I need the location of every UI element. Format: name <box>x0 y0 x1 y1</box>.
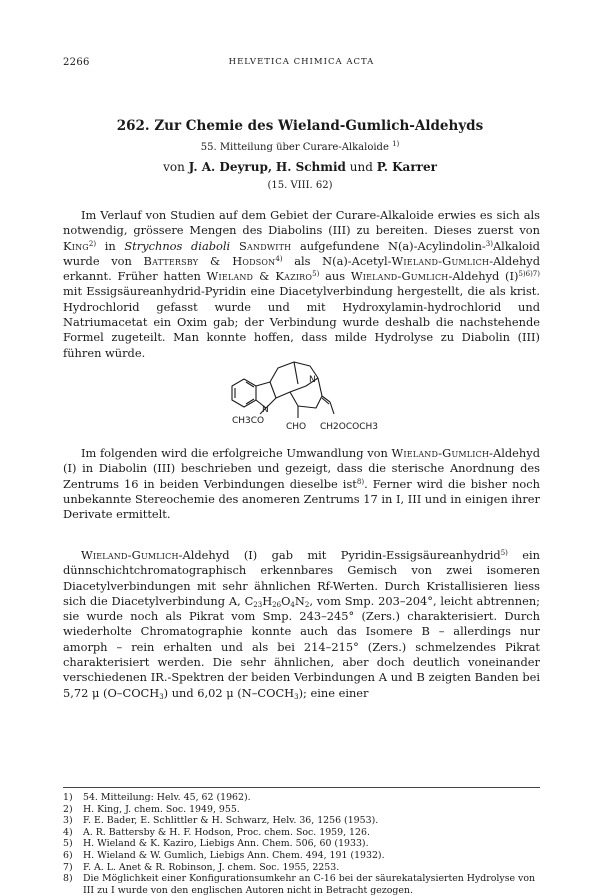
author-name-sandwith: Sandwith <box>230 238 292 253</box>
para2-text-3: . Ferner wird die bisher noch unbekannte Stereochemie des anomeren Zentrums 17 in I, III und in einigen ihrer Derivate ermittelt. <box>63 476 541 522</box>
para1-text-4: Alkaloid wurde von <box>63 238 540 268</box>
formula-o: O <box>281 593 291 608</box>
footnote <box>63 792 540 804</box>
author-name-battersby: Battersby & Hodson <box>143 253 276 268</box>
footnote-ref-8: 8) <box>356 477 365 486</box>
compound-name-wieland-gumlich: Wieland-Gumlich <box>391 253 490 268</box>
footnote-text: H. King, J. chem. Soc. 1949, 955. <box>83 803 240 815</box>
para1-text-3: aufgefundene N(a)-Acylindolin- <box>291 238 486 253</box>
para3-text-1: -Aldehyd (I) gab mit Pyridin-Essigsäureanhydrid <box>178 548 501 562</box>
footnote-separator <box>63 787 540 788</box>
authors-and: und <box>349 160 373 174</box>
footnote-mark: 1) <box>63 792 73 803</box>
paragraph-1 <box>63 208 540 361</box>
footnote-mark: 2) <box>63 803 73 815</box>
footnote-mark: 6) <box>63 849 73 861</box>
formula-h-count: 26 <box>272 600 282 609</box>
structure-drawing <box>210 356 400 440</box>
footnote-mark: 4) <box>63 826 73 838</box>
author-karrer: P. Karrer <box>376 160 437 174</box>
footnote-text: A. R. Battersby & H. F. Hodson, Proc. chem. Soc. 1959, 126. <box>83 826 370 838</box>
paragraph-2 <box>63 446 540 522</box>
subtitle-footnote-ref: 1) <box>392 140 400 148</box>
species-name: Strychnos diaboli <box>124 238 231 253</box>
footnote <box>63 838 540 850</box>
para2-text-1: Im folgenden wird die erfolgreiche Umwandlung von <box>81 446 392 460</box>
footnote-text: F. A. L. Anet & R. Robinson, J. chem. Soc. 1955, 2253. <box>83 861 340 873</box>
benzene-ring-shape <box>232 379 256 407</box>
footnote <box>63 815 540 827</box>
para1-text-9: mit Essigsäureanhydrid-Pyridin eine Diacetylverbindung hergestellt, die als krist. Hydrochlorid gefasst wurde und mit Hydroxylamin-hydrochlorid und Natriumacetat ein Oxim gab; der Verbindung wurde deshalb die nachstehende Formel zugeteilt. Man konnte hoffen, dass milde Hydrolyse zu Diabolin (III) führen würde. <box>63 284 540 360</box>
para3-text-3: , vom Smp. 203–204°, leicht abtrennen; sie wurde noch als Pikrat vom Smp. 243–245° (Zers.) charakterisiert. Durch wiederholte Chromatographie konnte auch das Isomere B – allerdings nur amorph – rein erhalten und als bei 214–215° (Zers.) schmelzendes Pikrat charakterisiert werden. Die sehr ähnlichen, aber doch deutlich voneinander verschiedenen IR.-Spektren der beiden Verbindungen A und B zeigten Banden bei 5,72 μ (O–COCH <box>63 593 540 700</box>
article-subtitle <box>60 142 540 153</box>
para3-text-5: ); eine einer <box>298 685 369 700</box>
footnote-ref-4: 4) <box>275 254 283 263</box>
formula-n: N <box>294 593 305 608</box>
footnote <box>63 827 540 839</box>
footnote-text: 54. Mitteilung: Helv. 45, 62 (1962). <box>83 792 251 803</box>
author-name-wieland-kaziro: Wieland & Kaziro <box>206 269 313 284</box>
para3-text-4: ) und 6,02 μ (N–COCH <box>163 685 295 700</box>
formula-o-count: 4 <box>290 600 295 609</box>
subtitle-text: 55. Mitteilung über Curare-Alkaloide <box>200 142 389 153</box>
subscript-3: 3 <box>294 692 299 701</box>
footnote-text: H. Wieland & W. Gumlich, Liebigs Ann. Chem. 494, 191 (1932). <box>83 849 385 861</box>
para1-text-8: -Aldehyd (I) <box>448 269 519 284</box>
formula-n-count: 2 <box>304 600 310 609</box>
formula-h: H <box>262 593 273 608</box>
footnote-text: H. Wieland & K. Kaziro, Liebigs Ann. Chem. 506, 60 (1933). <box>83 838 369 850</box>
footnote-text: F. E. Bader, E. Schlittler & H. Schwarz, Helv. 36, 1256 (1953). <box>83 815 379 827</box>
para2-text-2: -Aldehyd (I) in Diabolin (III) beschrieben und gezeigt, dass die sterische Anordnung des Zentrums 16 in beiden Verbindungen dieselbe ist <box>63 446 540 491</box>
para1-text-1: Im Verlauf von Studien auf dem Gebiet der Curare-Alkaloide erwies es sich als notwendig, grössere Mengen des Diabolins (III) zu bereiten. Dieses zuerst von <box>63 208 540 238</box>
author-name-king: King <box>63 238 89 253</box>
journal-name: HELVETICA CHIMICA ACTA <box>228 57 375 67</box>
footnote <box>63 804 540 816</box>
acetoxymethyl-group-label: CH2OCOCH3 <box>320 422 379 432</box>
footnotes <box>63 792 540 896</box>
footnote-ref-5: 5) <box>500 549 508 557</box>
compound-name-wieland-gumlich: Wieland-Gumlich <box>350 269 449 284</box>
nitrogen-label-bottom: N <box>262 405 269 415</box>
compound-name-wieland-gumlich: Wieland-Gumlich <box>81 548 179 562</box>
footnote-ref-5: 5) <box>312 270 320 279</box>
article-title <box>60 118 540 134</box>
footnote-ref-3: 3) <box>485 239 493 248</box>
footnote-mark: 5) <box>63 838 73 850</box>
para3-text-2: ein dünnschichtchromatographisch erkennbares Gemisch von zwei isomeren Diacetylverbindungen mit sehr ähnlichen Rf-Werten. Durch Kristallisieren liess sich die Diacetylverbindung A, C <box>63 548 540 608</box>
footnote-mark: 3) <box>63 815 73 827</box>
author-line <box>60 160 540 174</box>
footnote-ref-2: 2) <box>88 239 97 248</box>
footnote-mark: 8) <box>63 873 73 885</box>
para1-text-7: aus <box>319 269 351 284</box>
paragraph-3 <box>63 548 540 701</box>
footnote-mark: 7) <box>63 861 73 873</box>
page-number: 2266 <box>63 57 90 68</box>
footnote-ref-5-6-7: 5)6)7) <box>518 270 540 279</box>
para1-text-2: in <box>96 238 125 253</box>
nitrogen-label-top: N <box>309 375 316 385</box>
acetyl-group-label: CH3CO <box>232 416 265 426</box>
article-title-text: 262. Zur Chemie des Wieland-Gumlich-Aldehyds <box>116 118 484 134</box>
compound-name-wieland-gumlich: Wieland-Gumlich <box>391 446 490 460</box>
footnote <box>63 873 540 896</box>
aldehyde-group-label: CHO <box>286 422 307 432</box>
author-schmid: H. Schmid <box>275 160 346 174</box>
para1-text-6: -Aldehyd erkannt. Früher hatten <box>63 253 541 284</box>
footnote-text: Die Möglichkeit einer Konfigurationsumkehr an C-16 bei der säurekatalysierten Hydrolyse von III zu I wurde von den englischen Autoren nicht in Betracht gezogen. <box>83 873 536 896</box>
subscript-3: 3 <box>159 692 164 701</box>
chemical-structure <box>210 356 400 440</box>
author-deyrup: J. A. Deyrup, <box>188 160 273 174</box>
authors-prefix: von <box>163 160 185 174</box>
footnote <box>63 862 540 874</box>
footnote <box>63 850 540 862</box>
received-date: (15. VIII. 62) <box>267 180 333 191</box>
para1-text-5: als N(a)-Acetyl- <box>282 253 392 268</box>
running-header <box>63 57 540 71</box>
formula-c-count: 23 <box>253 600 263 609</box>
